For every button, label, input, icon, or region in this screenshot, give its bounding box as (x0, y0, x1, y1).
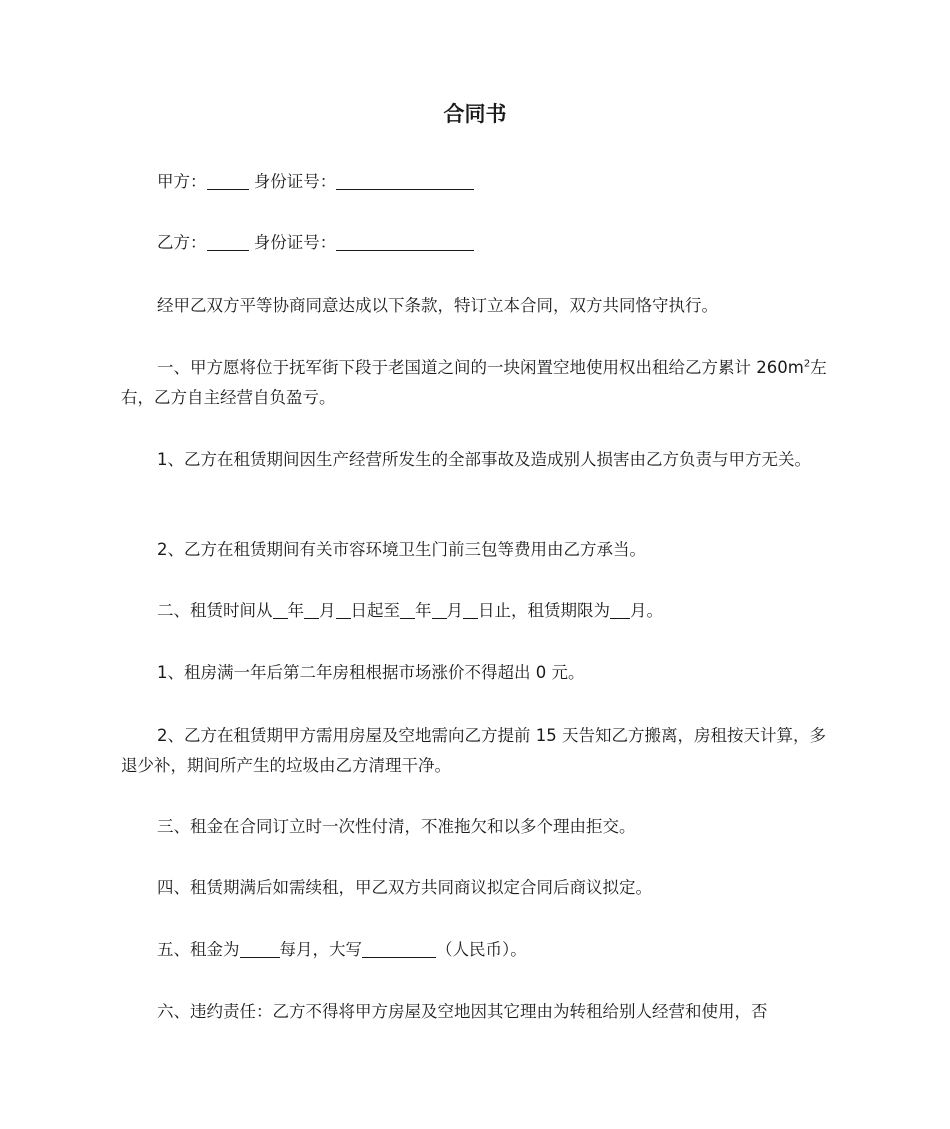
clause-2-text-6: 月 (446, 601, 463, 620)
clause-2-text-3: 月 (319, 601, 336, 620)
clause-4: 四、租赁期满后如需续租，甲乙双方共同商议拟定合同后商议拟定。 (157, 878, 652, 897)
clause-5-text-2: 每月，大写 (279, 940, 362, 959)
party-a-id-label: 身份证号： (253, 172, 337, 191)
party-b-label: 乙方： (157, 233, 207, 252)
clause-1-item-1: 1、乙方在租赁期间因生产经营所发生的全部事故及造成别人损害由乙方负责与甲方无关。 (157, 450, 811, 469)
start-year-blank (273, 600, 288, 619)
clause-5-text-1: 五、租金为 (157, 940, 240, 959)
clause-6: 六、违约责任：乙方不得将甲方房屋及空地因其它理由为转租给别人经营和使用，否 (157, 1002, 768, 1021)
rent-uppercase-blank (362, 939, 436, 958)
party-a-name-blank (207, 171, 249, 190)
end-year-blank (400, 600, 415, 619)
party-a-id-blank (336, 171, 474, 190)
clause-2-text-5: 年 (415, 601, 432, 620)
clause-1-item-2: 2、乙方在租赁期间有关市容环境卫生门前三包等费用由乙方承当。 (157, 540, 646, 559)
intro-paragraph: 经甲乙双方平等协商同意达成以下条款，特订立本合同，双方共同恪守执行。 (157, 296, 718, 315)
clause-2-text-4: 日起至 (350, 601, 400, 620)
clause-1-before: 一、甲方愿将位于抚军街下段于老国道之间的一块闲置空地使用权出租给乙方累计 260m (157, 358, 804, 377)
end-day-blank (463, 600, 478, 619)
clause-1-after: 左右，乙方自主经营自负盈亏。 (121, 358, 827, 407)
party-a-label: 甲方： (157, 172, 207, 191)
clause-2-text-1: 二、租赁时间从 (157, 601, 273, 620)
clause-1 (121, 353, 833, 413)
party-b-line (121, 228, 833, 258)
start-day-blank (336, 600, 351, 619)
clause-2-text-8: 月。 (630, 601, 663, 620)
document-title: 合同书 (443, 102, 507, 126)
rent-amount-blank (240, 939, 280, 958)
party-b-id-blank (336, 232, 474, 251)
clause-2-item-2: 2、乙方在租赁期甲方需用房屋及空地需向乙方提前 15 天告知乙方搬离，房租按天计算，多退少补，期间所产生的垃圾由乙方清理干净。 (121, 726, 826, 775)
clause-1-superscript: 2 (803, 358, 811, 370)
clause-2-text-2: 年 (287, 601, 304, 620)
clause-2-text-7: 日止，租赁期限为 (478, 601, 610, 620)
clause-3: 三、租金在合同订立时一次性付清，不准拖欠和以多个理由拒交。 (157, 817, 636, 836)
party-b-name-blank (207, 232, 249, 251)
start-month-blank (304, 600, 319, 619)
end-month-blank (432, 600, 447, 619)
clause-5-text-3: （人民币）。 (436, 940, 527, 959)
term-months-blank (610, 600, 630, 619)
party-b-id-label: 身份证号： (253, 233, 337, 252)
clause-5 (121, 935, 833, 965)
clause-2 (121, 596, 833, 626)
party-a-line (121, 167, 833, 197)
clause-2-item-1: 1、租房满一年后第二年房租根据市场涨价不得超出 0 元。 (157, 663, 585, 682)
